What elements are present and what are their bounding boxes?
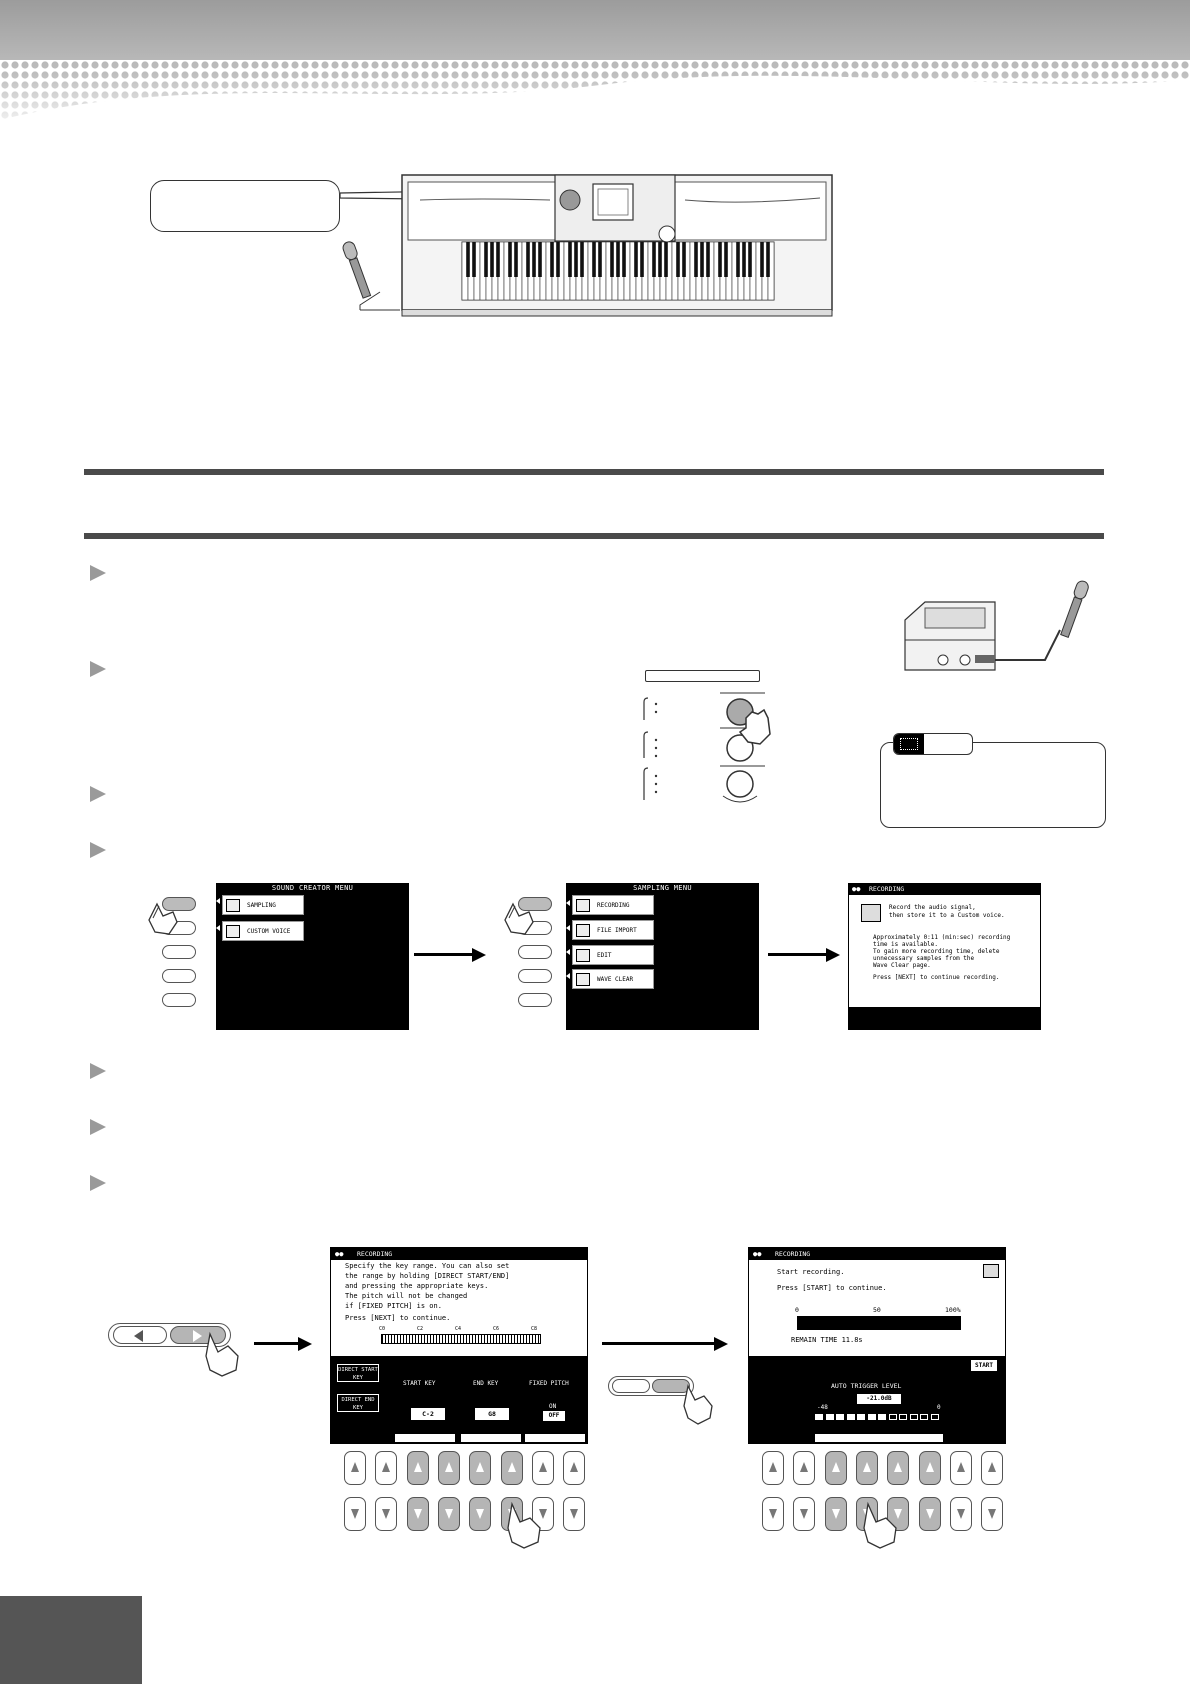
intro-line-8: Press [NEXT] to continue recording. — [873, 974, 1000, 981]
down-arrow-icon — [351, 1509, 359, 1519]
flow-arrow — [414, 953, 474, 956]
trigger-level-meter — [815, 1414, 943, 1421]
keyrange-line-6: Press [NEXT] to continue. — [345, 1314, 451, 1322]
recording-icon: ●● — [335, 1250, 344, 1258]
up-button[interactable] — [469, 1451, 491, 1485]
up-button[interactable] — [438, 1451, 460, 1485]
down-arrow-icon — [769, 1509, 777, 1519]
up-button[interactable] — [825, 1451, 847, 1485]
flow-arrow — [768, 953, 828, 956]
flow-arrow — [254, 1342, 300, 1345]
pointing-hand-icon — [143, 898, 183, 938]
side-button-e[interactable] — [518, 993, 552, 1007]
menu-item-sampling[interactable]: SAMPLING — [222, 895, 304, 915]
step-marker — [90, 565, 106, 581]
pointing-hand-icon — [502, 1500, 546, 1552]
up-arrow-icon — [476, 1462, 484, 1472]
down-button[interactable] — [563, 1497, 585, 1531]
screen-title: RECORDING — [869, 885, 905, 893]
up-arrow-icon — [926, 1462, 934, 1472]
recording-start-screen — [748, 1247, 1006, 1444]
prev-button[interactable] — [113, 1326, 167, 1344]
up-button[interactable] — [981, 1451, 1003, 1485]
trigger-segment — [815, 1414, 823, 1420]
up-arrow-icon — [351, 1462, 359, 1472]
flow-arrow-head — [472, 948, 486, 962]
sampling-icon — [861, 904, 881, 922]
intro-line-6: unnecessary samples from the — [873, 955, 975, 962]
screen-title: SOUND CREATOR MENU — [271, 884, 354, 892]
down-button[interactable] — [793, 1497, 815, 1531]
down-button[interactable] — [344, 1497, 366, 1531]
up-button[interactable] — [344, 1451, 366, 1485]
recording-keyrange-screen — [330, 1247, 588, 1444]
trigger-segment — [857, 1414, 865, 1420]
octave-label-c0: C0 — [379, 1326, 386, 1332]
down-button[interactable] — [438, 1497, 460, 1531]
up-arrow-icon — [508, 1462, 516, 1472]
halftone-header — [0, 0, 1190, 135]
screen-title: RECORDING — [357, 1250, 393, 1258]
up-button[interactable] — [532, 1451, 554, 1485]
menu-item-file-import[interactable]: FILE IMPORT — [572, 920, 654, 940]
menu-item-wave-clear[interactable]: WAVE CLEAR — [572, 969, 654, 989]
trigger-segment — [920, 1414, 928, 1420]
up-button[interactable] — [856, 1451, 878, 1485]
pointing-hand-icon — [858, 1500, 902, 1552]
sound-creator-menu-screen — [216, 883, 409, 1030]
meter-label-50: 50 — [873, 1306, 881, 1314]
keyrange-keyboard — [381, 1334, 541, 1344]
trigger-value[interactable]: -21.0dB — [857, 1394, 901, 1404]
section-rule-top — [84, 469, 1104, 475]
flow-arrow — [602, 1342, 716, 1345]
down-button[interactable] — [407, 1497, 429, 1531]
fixed-pitch-on: ON — [549, 1403, 557, 1410]
keyrange-line-5: if [FIXED PITCH] is on. — [345, 1302, 442, 1310]
trigger-segment — [868, 1414, 876, 1420]
screen-title: RECORDING — [775, 1250, 811, 1258]
prev-button[interactable] — [612, 1379, 650, 1393]
intro-line-2: then store it to a Custom voice. — [889, 912, 1005, 919]
sampling-icon — [983, 1264, 999, 1278]
step-marker — [90, 1119, 106, 1135]
trigger-segment — [899, 1414, 907, 1420]
down-button[interactable] — [981, 1497, 1003, 1531]
auto-trigger-label: AUTO TRIGGER LEVEL — [831, 1382, 902, 1390]
recording-icon: ●● — [753, 1250, 762, 1258]
end-key-label: END KEY — [473, 1380, 499, 1387]
end-key-value[interactable]: G8 — [475, 1408, 509, 1420]
trigger-min-label: -48 — [817, 1404, 828, 1411]
down-arrow-icon — [382, 1509, 390, 1519]
trigger-segment — [910, 1414, 918, 1420]
down-arrow-icon — [476, 1509, 484, 1519]
up-button[interactable] — [375, 1451, 397, 1485]
intro-line-5: To gain more recording time, delete — [873, 948, 1000, 955]
recording-icon: ●● — [852, 885, 861, 893]
down-button[interactable] — [919, 1497, 941, 1531]
down-arrow-icon — [832, 1509, 840, 1519]
step-marker — [90, 786, 106, 802]
down-arrow-icon — [800, 1509, 808, 1519]
up-arrow-icon — [382, 1462, 390, 1472]
sampling-menu-screen — [566, 883, 759, 1030]
fixed-pitch-label: FIXED PITCH — [529, 1380, 569, 1387]
note-icon — [894, 734, 924, 754]
octave-label-c4: C4 — [455, 1326, 462, 1332]
up-button[interactable] — [407, 1451, 429, 1485]
pointing-hand-icon — [678, 1382, 718, 1426]
start-key-label: START KEY — [403, 1380, 436, 1387]
keyrange-line-3: and pressing the appropriate keys. — [345, 1282, 489, 1290]
mic-input-illustration — [895, 580, 1095, 695]
section-rule-bottom — [84, 533, 1104, 539]
remain-time: REMAIN TIME 11.8s — [791, 1336, 863, 1344]
down-arrow-icon — [957, 1509, 965, 1519]
up-arrow-icon — [832, 1462, 840, 1472]
menu-item-custom-voice[interactable]: CUSTOM VOICE — [222, 921, 304, 941]
trigger-segment — [889, 1414, 897, 1420]
trigger-max-label: 0 — [937, 1404, 941, 1411]
trigger-segment — [931, 1414, 939, 1420]
intro-line-7: Wave Clear page. — [873, 962, 931, 969]
trigger-segment — [826, 1414, 834, 1420]
keyrange-line-2: the range by holding [DIRECT START/END] — [345, 1272, 510, 1280]
down-button[interactable] — [950, 1497, 972, 1531]
up-button[interactable] — [887, 1451, 909, 1485]
down-arrow-icon — [570, 1509, 578, 1519]
octave-label-c8: C8 — [531, 1326, 538, 1332]
flow-arrow-head — [714, 1337, 728, 1351]
side-button-c[interactable] — [518, 945, 552, 959]
down-arrow-icon — [926, 1509, 934, 1519]
screen-title: SAMPLING MENU — [633, 884, 692, 892]
up-arrow-icon — [414, 1462, 422, 1472]
intro-line-1: Record the audio signal, — [889, 904, 976, 911]
direct-start-key-button[interactable]: DIRECT START KEY — [337, 1364, 379, 1382]
down-button[interactable] — [469, 1497, 491, 1531]
up-button[interactable] — [793, 1451, 815, 1485]
keyrange-line-4: The pitch will not be changed — [345, 1292, 468, 1300]
panel-label-bar — [645, 670, 760, 682]
up-arrow-icon — [863, 1462, 871, 1472]
meter-label-0: 0 — [795, 1306, 799, 1314]
start-line-1: Start recording. — [777, 1268, 845, 1276]
up-arrow-icon — [894, 1462, 902, 1472]
up-arrow-icon — [570, 1462, 578, 1472]
up-arrow-icon — [800, 1462, 808, 1472]
down-button[interactable] — [825, 1497, 847, 1531]
recording-intro-screen — [848, 883, 1041, 1030]
page-corner-tab — [0, 1596, 142, 1684]
step-marker — [90, 842, 106, 858]
callout-box — [150, 180, 340, 232]
level-meter-bar — [797, 1316, 961, 1330]
flow-arrow-head — [826, 948, 840, 962]
intro-line-3: Approximately 0:11 (min:sec) recording — [873, 934, 1011, 941]
direct-end-key-button[interactable]: DIRECT END KEY — [337, 1394, 379, 1412]
start-line-2: Press [START] to continue. — [777, 1284, 887, 1292]
up-button[interactable] — [919, 1451, 941, 1485]
pointing-hand-icon — [499, 898, 539, 938]
down-button[interactable] — [762, 1497, 784, 1531]
start-key-value[interactable]: C-2 — [411, 1408, 445, 1420]
start-button[interactable]: START — [971, 1360, 997, 1371]
meter-label-100: 100% — [945, 1306, 961, 1314]
step-marker — [90, 1175, 106, 1191]
trigger-segment — [878, 1414, 886, 1420]
step-marker — [90, 661, 106, 677]
up-arrow-icon — [539, 1462, 547, 1472]
down-arrow-icon — [414, 1509, 422, 1519]
menu-item-edit[interactable]: EDIT — [572, 945, 654, 965]
panel-buttons-illustration — [640, 688, 800, 808]
trigger-segment — [847, 1414, 855, 1420]
side-button-d[interactable] — [518, 969, 552, 983]
up-arrow-icon — [445, 1462, 453, 1472]
intro-line-4: time is available. — [873, 941, 939, 948]
down-arrow-icon — [445, 1509, 453, 1519]
side-button-d[interactable] — [162, 969, 196, 983]
up-arrow-icon — [957, 1462, 965, 1472]
up-button[interactable] — [950, 1451, 972, 1485]
pointing-hand-icon — [200, 1330, 244, 1380]
instrument-illustration — [340, 160, 840, 330]
menu-item-recording[interactable]: RECORDING — [572, 895, 654, 915]
up-arrow-icon — [988, 1462, 996, 1472]
octave-label-c6: C6 — [493, 1326, 500, 1332]
trigger-segment — [836, 1414, 844, 1420]
up-button[interactable] — [501, 1451, 523, 1485]
flow-arrow-head — [298, 1337, 312, 1351]
microphone-icon — [340, 238, 380, 318]
side-button-e[interactable] — [162, 993, 196, 1007]
up-button[interactable] — [563, 1451, 585, 1485]
fixed-pitch-off[interactable]: OFF — [543, 1411, 565, 1421]
keyrange-line-1: Specify the key range. You can also set — [345, 1262, 510, 1270]
step-marker — [90, 1063, 106, 1079]
up-button[interactable] — [762, 1451, 784, 1485]
octave-label-c2: C2 — [417, 1326, 424, 1332]
down-arrow-icon — [988, 1509, 996, 1519]
side-button-c[interactable] — [162, 945, 196, 959]
up-arrow-icon — [769, 1462, 777, 1472]
down-button[interactable] — [375, 1497, 397, 1531]
